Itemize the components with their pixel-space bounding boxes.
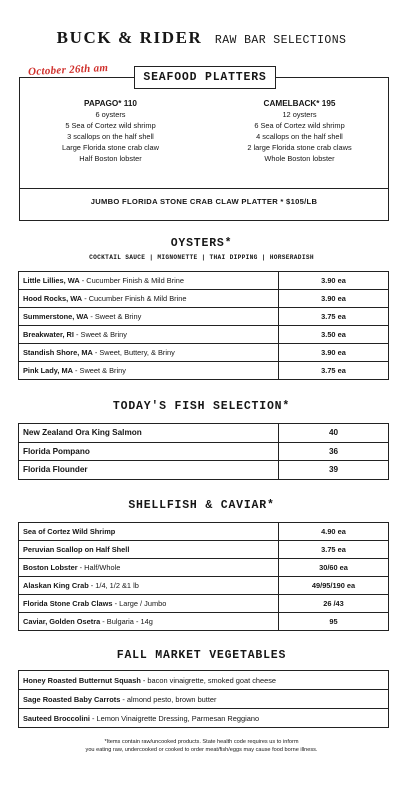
table-row	[19, 344, 389, 362]
menu-subtitle: RAW BAR SELECTIONS	[214, 34, 347, 47]
table-row	[19, 442, 389, 461]
item-name: Standish Shore, MA	[23, 348, 93, 357]
item-cell	[19, 344, 279, 362]
item-name: Caviar, Golden Osetra	[23, 617, 101, 626]
item-desc: - 1/4, 1/2 &1 lb	[88, 581, 139, 590]
item-name: Florida Pompano	[19, 442, 279, 461]
item-desc: - Cucumber Finish & Mild Brine	[79, 276, 184, 285]
fish-title: TODAY'S FISH SELECTION*	[112, 400, 291, 413]
item-price: 3.75 ea	[279, 362, 389, 380]
item-cell	[19, 709, 389, 728]
item-name: Florida Flounder	[19, 461, 279, 480]
table-row	[19, 690, 389, 709]
jumbo-platter: JUMBO FLORIDA STONE CRAB CLAW PLATTER * $105/LB	[90, 197, 318, 206]
item-desc: - Large / Jumbo	[112, 599, 167, 608]
platter-item: 12 oysters	[282, 110, 317, 119]
table-row	[19, 559, 389, 577]
vegetables-title: FALL MARKET VEGETABLES	[116, 649, 287, 662]
item-cell	[19, 362, 279, 380]
seafood-platters-title: SEAFOOD PLATTERS	[134, 66, 276, 89]
item-cell	[19, 595, 279, 613]
item-desc: - almond pesto, brown butter	[120, 694, 217, 704]
item-cell	[19, 541, 279, 559]
item-cell	[19, 613, 279, 631]
item-desc: - Cucumber Finish & Mild Brine	[82, 294, 187, 303]
item-price: 3.90 ea	[279, 272, 389, 290]
item-price: 30/60 ea	[279, 559, 389, 577]
item-cell	[19, 523, 279, 541]
table-row	[19, 326, 389, 344]
item-name: Little Lillies, WA	[23, 276, 80, 285]
fish-table	[18, 423, 389, 480]
item-cell	[19, 690, 389, 709]
item-price: 3.90 ea	[279, 290, 389, 308]
item-price: 39	[279, 461, 389, 480]
item-price: 95	[279, 613, 389, 631]
item-cell	[19, 577, 279, 595]
item-cell	[19, 559, 279, 577]
table-row	[19, 272, 389, 290]
item-price: 3.75 ea	[279, 308, 389, 326]
table-row	[19, 671, 389, 690]
item-desc: - bacon vinaigrette, smoked goat cheese	[140, 675, 277, 685]
oysters-title: OYSTERS*	[170, 237, 233, 250]
table-row	[19, 577, 389, 595]
platter-item: 4 scallops on the half shell	[256, 132, 343, 141]
item-price: 36	[279, 442, 389, 461]
item-name: New Zealand Ora King Salmon	[19, 424, 279, 443]
platter-name: PAPAGO* 110	[84, 99, 137, 108]
shellfish-title: SHELLFISH & CAVIAR*	[128, 499, 275, 512]
platter-item: 5 Sea of Cortez wild shrimp	[65, 121, 156, 130]
item-price: 40	[279, 424, 389, 443]
item-desc: - Sweet & Briny	[88, 312, 142, 321]
platter-camelback	[212, 98, 387, 164]
item-name: Sea of Cortez Wild Shrimp	[23, 527, 116, 536]
platter-item: Half Boston lobster	[79, 154, 142, 163]
item-cell	[19, 326, 279, 344]
seafood-platters-box	[19, 71, 389, 221]
table-row	[19, 424, 389, 443]
item-name: Breakwater, RI	[23, 330, 74, 339]
item-name: Sauteed Broccolini	[23, 713, 90, 723]
item-desc: - Half/Whole	[77, 563, 121, 572]
health-disclaimer	[0, 739, 403, 754]
item-name: Sage Roasted Baby Carrots	[23, 694, 121, 704]
platter-papago	[23, 98, 198, 164]
table-row	[19, 362, 389, 380]
oyster-sauces: COCKTAIL SAUCE | MIGNONETTE | THAI DIPPING | HORSERADISH	[89, 254, 314, 261]
brand-logo: BUCK & RIDER	[56, 28, 203, 47]
item-name: Alaskan King Crab	[23, 581, 89, 590]
item-desc: - Bulgaria - 14g	[100, 617, 153, 626]
item-name: Summerstone, WA	[23, 312, 89, 321]
table-row	[19, 308, 389, 326]
item-price: 26 /43	[279, 595, 389, 613]
item-cell	[19, 671, 389, 690]
table-row	[19, 595, 389, 613]
item-cell	[19, 290, 279, 308]
table-row	[19, 523, 389, 541]
table-row	[19, 541, 389, 559]
item-cell	[19, 272, 279, 290]
item-desc: - Sweet, Buttery, & Briny	[92, 348, 175, 357]
item-name: Hood Rocks, WA	[23, 294, 83, 303]
disclaimer-line: you eating raw, undercooked or cooked to order meat/fish/eggs may cause food borne illness.	[85, 746, 318, 753]
disclaimer-line: *Items contain raw/uncooked products. State health code requires us to inform	[104, 739, 299, 745]
platter-item: 6 oysters	[95, 110, 126, 119]
item-name: Boston Lobster	[23, 563, 78, 572]
divider	[20, 188, 388, 189]
item-name: Peruvian Scallop on Half Shell	[23, 545, 130, 554]
menu-header	[0, 28, 403, 48]
item-name: Florida Stone Crab Claws	[23, 599, 113, 608]
item-desc: - Lemon Vinaigrette Dressing, Parmesan Reggiano	[89, 713, 260, 723]
oysters-table	[18, 271, 389, 380]
shellfish-table	[18, 522, 389, 631]
platter-item: 2 large Florida stone crab claws	[247, 143, 352, 152]
platter-item: Whole Boston lobster	[264, 154, 335, 163]
item-price: 4.90 ea	[279, 523, 389, 541]
item-price: 49/95/190 ea	[279, 577, 389, 595]
platter-item: 6 Sea of Cortez wild shrimp	[254, 121, 345, 130]
item-price: 3.75 ea	[279, 541, 389, 559]
item-price: 3.90 ea	[279, 344, 389, 362]
item-price: 3.50 ea	[279, 326, 389, 344]
platter-item: Large Florida stone crab claw	[62, 143, 159, 152]
item-name: Honey Roasted Butternut Squash	[23, 675, 141, 685]
item-name: Pink Lady, MA	[23, 366, 73, 375]
item-desc: - Sweet & Briny	[73, 330, 127, 339]
date-stamp: October 26th am	[27, 61, 109, 79]
vegetables-table	[18, 670, 389, 728]
table-row	[19, 613, 389, 631]
platter-item: 3 scallops on the half shell	[67, 132, 154, 141]
table-row	[19, 290, 389, 308]
item-cell	[19, 308, 279, 326]
item-desc: - Sweet & Briny	[72, 366, 126, 375]
table-row	[19, 709, 389, 728]
table-row	[19, 461, 389, 480]
platter-name: CAMELBACK* 195	[263, 99, 336, 108]
